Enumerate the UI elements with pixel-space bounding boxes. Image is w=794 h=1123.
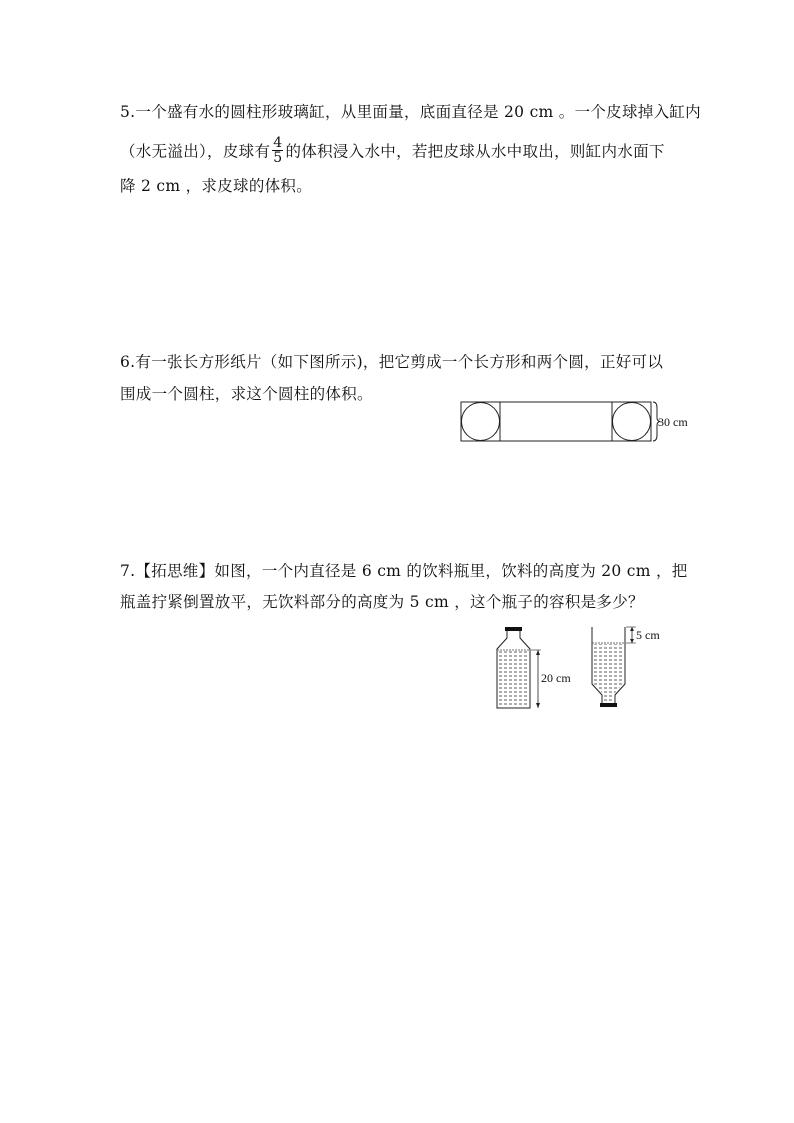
q7-line-1: 7.【拓思维】如图，一个内直径是 6 cm 的饮料瓶里，饮料的高度为 20 cm ，把 xyxy=(120,562,688,580)
q6-line-1: 6.有一张长方形纸片（如下图所示)，把它剪成一个长方形和两个圆，正好可以 xyxy=(120,353,664,371)
q5-line-1: 5.一个盛有水的圆柱形玻璃缸，从里面量，底面直径是 20 cm 。一个皮球掉入缸内 xyxy=(120,103,701,121)
q5-line-2-post: 的体积浸入水中，若把皮球从水中取出，则缸内水面下 xyxy=(285,142,665,161)
q7-inverted-cap xyxy=(600,703,617,707)
q6-paper-diagram xyxy=(458,400,708,450)
q7-line-2: 瓶盖拧紧倒置放平，无饮料部分的高度为 5 cm ，这个瓶子的容积是多少？ xyxy=(120,593,644,611)
q7-inverted-liquid xyxy=(593,644,624,703)
q6-right-circle xyxy=(613,403,651,441)
q6-left-circle xyxy=(462,403,500,441)
q7-height-arrow-top xyxy=(536,650,540,655)
q5-line-3: 降 2 cm ，求皮球的体积。 xyxy=(120,177,313,195)
q7-bottle-diagram xyxy=(494,622,684,717)
q5-fraction-denominator: 5 xyxy=(273,150,283,166)
q7-air-label: 5 cm xyxy=(636,628,660,642)
q7-air-arrow-top xyxy=(630,627,634,631)
q7-upright-bottle xyxy=(497,627,571,708)
q7-upright-liquid xyxy=(498,651,529,707)
q5-line-2 xyxy=(120,135,665,167)
q7-height-arrow-bottom xyxy=(536,703,540,708)
q5-line-2-pre: （水无溢出），皮球有 xyxy=(120,142,271,161)
q6-dimension-label: 30 cm xyxy=(658,415,688,429)
q7-air-arrow-bottom xyxy=(630,639,634,643)
q7-inverted-bottle xyxy=(592,627,660,707)
q5-fraction xyxy=(272,136,283,165)
q7-height-label: 20 cm xyxy=(541,671,571,685)
q7-upright-cap xyxy=(505,627,522,631)
q6-line-2: 围成一个圆柱，求这个圆柱的体积。 xyxy=(120,385,373,403)
q6-outer-rectangle xyxy=(461,402,651,441)
q5-fraction-numerator: 4 xyxy=(273,135,283,151)
